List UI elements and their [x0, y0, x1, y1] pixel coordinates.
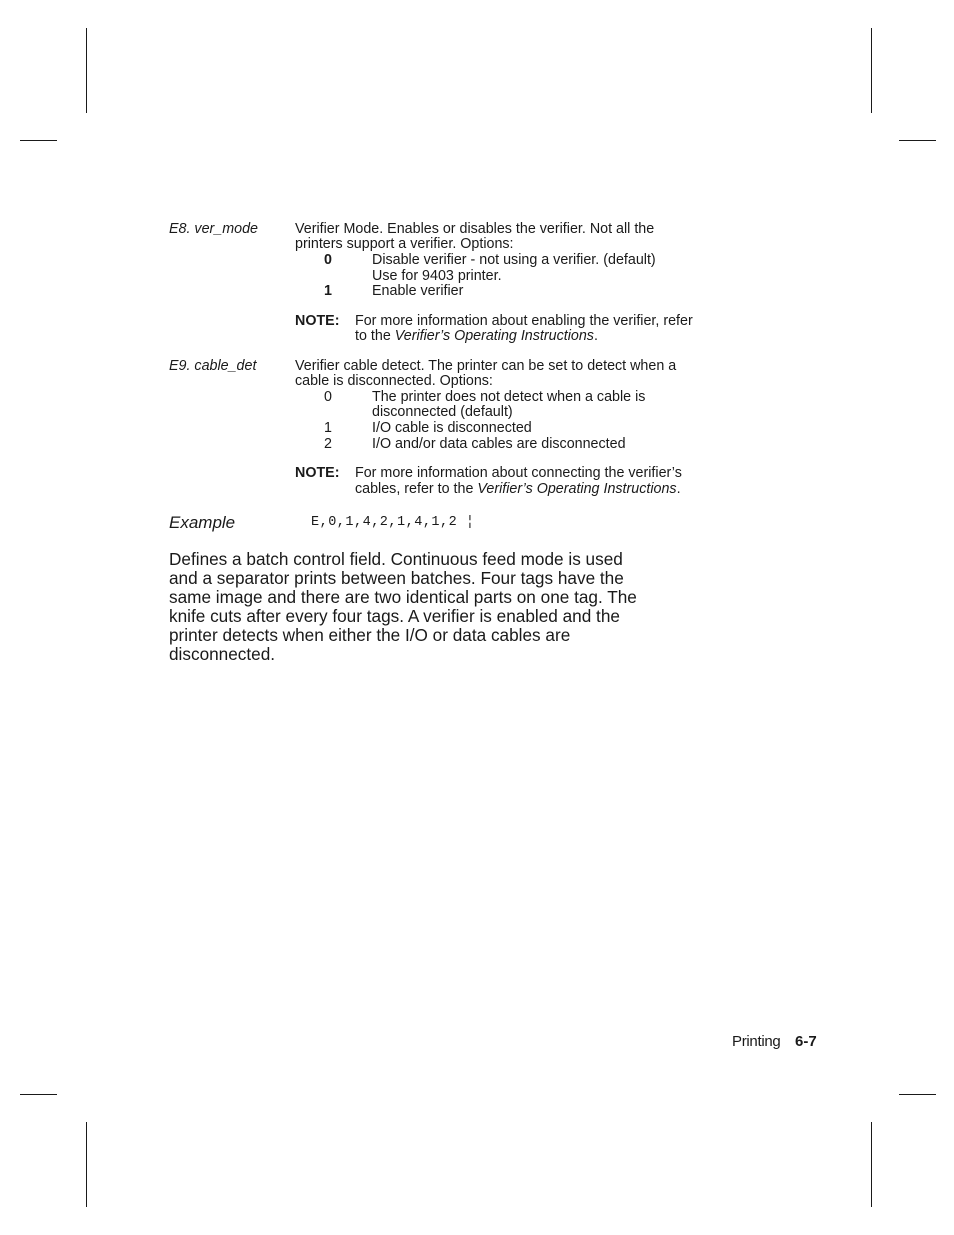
example-heading: Example	[169, 513, 236, 532]
example-explanation-paragraph	[169, 550, 637, 664]
e8-note-label: NOTE:	[295, 313, 340, 329]
e9-option-number: 2	[324, 436, 332, 452]
e9-description-line: cable is disconnected. Options:	[295, 373, 493, 389]
e9-note-text: For more information about connecting the verifier’s	[355, 465, 682, 481]
footer-section-name: Printing	[732, 1033, 781, 1050]
paragraph-line: knife cuts after every four tags. A verifier is enabled and the	[169, 606, 620, 626]
e9-note-label: NOTE:	[295, 465, 340, 481]
e9-note-reference: Verifier’s Operating Instructions	[477, 481, 677, 497]
e8-option-number: 1	[324, 283, 332, 299]
e9-term: E9. cable_det	[169, 358, 257, 374]
e8-term: E8. ver_mode	[169, 221, 259, 237]
e8-option-number: 0	[324, 252, 332, 268]
e9-option-text: The printer does not detect when a cable is	[372, 389, 646, 405]
e9-option-text: I/O and/or data cables are disconnected	[372, 436, 626, 452]
crop-mark-bottom-left-horizontal	[20, 1094, 57, 1095]
crop-mark-top-right-vertical	[871, 28, 872, 113]
e8-option-text: Use for 9403 printer.	[372, 268, 502, 284]
e8-note-text-line2: to the Verifier’s Operating Instructions.	[355, 328, 598, 344]
paragraph-line: same image and there are two identical parts on one tag. The	[169, 587, 637, 607]
e9-option-text: disconnected (default)	[372, 404, 513, 420]
crop-mark-top-left-vertical	[86, 28, 87, 113]
crop-mark-bottom-right-vertical	[871, 1122, 872, 1207]
crop-mark-bottom-right-horizontal	[899, 1094, 936, 1095]
crop-mark-top-left-horizontal	[20, 140, 57, 141]
e8-note-text: For more information about enabling the verifier, refer	[355, 313, 693, 329]
crop-mark-bottom-left-vertical	[86, 1122, 87, 1207]
e8-option-text: Enable verifier	[372, 283, 464, 299]
e9-option-number: 1	[324, 420, 332, 436]
paragraph-line: disconnected.	[169, 644, 276, 664]
e8-option-text: Disable verifier - not using a verifier. (default)	[372, 252, 656, 268]
example-code: E,0,1,4,2,1,4,1,2 ¦	[311, 515, 475, 530]
paragraph-line: printer detects when either the I/O or data cables are	[169, 625, 571, 645]
e8-description-line: printers support a verifier. Options:	[295, 236, 514, 252]
e9-note-text-line2: cables, refer to the Verifier’s Operating Instructions.	[355, 481, 681, 497]
e9-description-line: Verifier cable detect. The printer can be set to detect when a	[295, 358, 677, 374]
e9-option-text: I/O cable is disconnected	[372, 420, 532, 436]
e8-description-line: Verifier Mode. Enables or disables the verifier. Not all the	[295, 221, 655, 237]
paragraph-line: Defines a batch control field. Continuous feed mode is used	[169, 549, 623, 569]
paragraph-line: and a separator prints between batches. Four tags have the	[169, 568, 624, 588]
footer-page-number: 6-7	[795, 1033, 817, 1050]
e9-option-number: 0	[324, 389, 332, 405]
e8-note-reference: Verifier’s Operating Instructions	[394, 328, 594, 344]
crop-mark-top-right-horizontal	[899, 140, 936, 141]
